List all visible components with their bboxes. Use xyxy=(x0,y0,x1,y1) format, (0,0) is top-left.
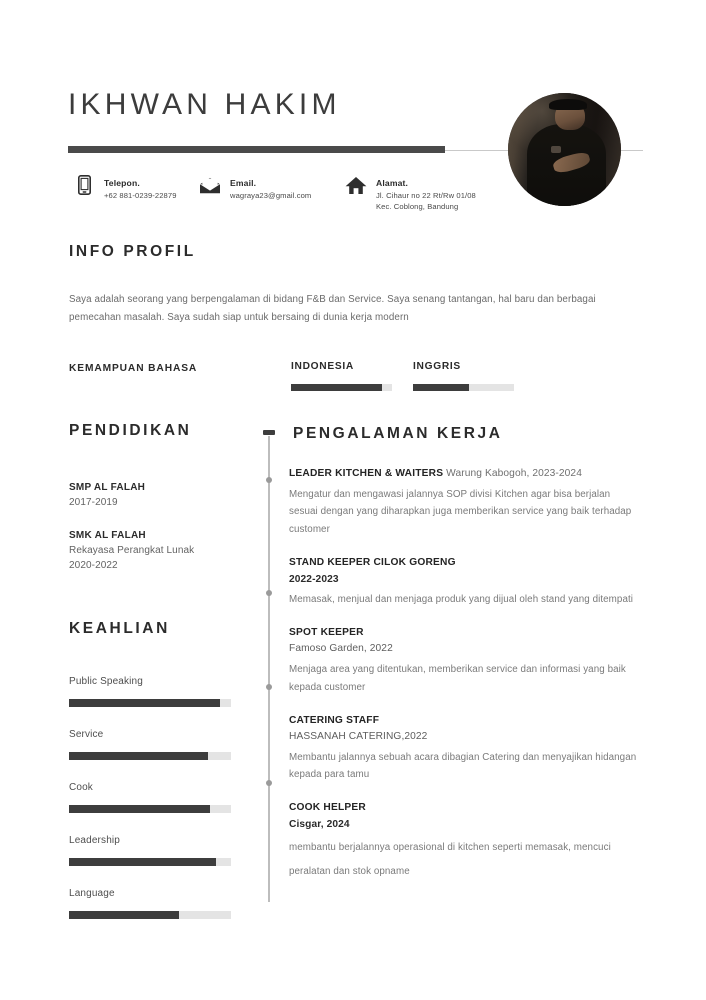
skill-progress-track xyxy=(69,805,231,813)
timeline-dot xyxy=(266,477,272,483)
experience-org: HASSANAH CATERING,2022 xyxy=(289,731,428,743)
skill-progress-track xyxy=(69,752,231,760)
experience-head xyxy=(289,466,637,483)
education-item xyxy=(69,480,241,511)
education-years: 2020-2022 xyxy=(69,560,118,571)
skill-item xyxy=(69,676,241,707)
skill-label: Leadership xyxy=(69,834,120,846)
experience-role: CATERING STAFF xyxy=(289,714,380,726)
experience-org: 2022-2023 xyxy=(289,573,339,585)
timeline-cap xyxy=(263,430,275,435)
contact-phone xyxy=(73,172,177,202)
education-list xyxy=(69,480,241,574)
avatar-shirt-logo xyxy=(551,146,561,153)
left-column xyxy=(69,422,241,941)
experience-description: Membantu jalannya sebuah acara dibagian Catering dan menyajikan hidangan kepada para tamu xyxy=(289,751,637,781)
skill-item xyxy=(69,782,241,813)
contact-address-line-2: Kec. Coblong, Bandung xyxy=(376,201,459,211)
skills-list xyxy=(69,676,241,919)
language-section xyxy=(69,361,629,396)
skill-item xyxy=(69,835,241,866)
skill-progress-track xyxy=(69,699,231,707)
language-progress-track xyxy=(413,384,514,391)
contact-phone-label: Telepon. xyxy=(104,178,140,188)
experience-item xyxy=(289,625,637,697)
experience-org: Cisgar, 2024 xyxy=(289,818,350,830)
contact-email-label: Email. xyxy=(230,178,257,188)
language-progress-fill xyxy=(291,384,382,391)
language-progress-track xyxy=(291,384,392,391)
skill-progress-fill xyxy=(69,858,216,866)
education-school: SMP AL FALAH xyxy=(69,482,146,493)
contact-address-label: Alamat. xyxy=(376,178,409,188)
language-item-inggris xyxy=(413,361,514,391)
skill-label: Public Speaking xyxy=(69,675,143,687)
experience-head xyxy=(289,800,637,817)
contact-email xyxy=(199,172,311,202)
skill-progress-track xyxy=(69,858,231,866)
envelope-icon xyxy=(199,172,221,198)
contact-phone-value: +62 881-0239-22879 xyxy=(104,191,177,200)
language-section-title: KEMAMPUAN BAHASA xyxy=(69,363,198,374)
experience-item xyxy=(289,555,637,609)
skill-progress-fill xyxy=(69,911,179,919)
experience-description: Mengatur dan mengawasi jalannya SOP divisi Kitchen agar bisa berjalan sesuai dengan yang diharapkan juga memberikan service yang baik terhadap customer xyxy=(289,488,632,536)
experience-head xyxy=(289,713,637,730)
language-item-indonesia xyxy=(291,361,392,391)
header-divider-thick xyxy=(68,146,445,153)
experience-list xyxy=(289,466,637,900)
education-school: SMK AL FALAH xyxy=(69,529,146,541)
experience-title: PENGALAMAN KERJA xyxy=(293,425,503,442)
skill-progress-fill xyxy=(69,699,220,707)
skill-progress-fill xyxy=(69,752,208,760)
experience-item xyxy=(289,466,637,539)
skill-label: Cook xyxy=(69,781,93,793)
contact-phone-text xyxy=(104,172,177,202)
info-profil-section xyxy=(69,243,629,327)
education-title: PENDIDIKAN xyxy=(69,422,192,439)
language-progress-fill xyxy=(413,384,469,391)
skill-label: Language xyxy=(69,887,115,899)
timeline-dot xyxy=(266,590,272,596)
info-profil-title: INFO PROFIL xyxy=(69,243,196,260)
contact-email-value[interactable]: wagraya23@gmail.com xyxy=(230,191,312,200)
experience-description: Menjaga area yang ditentukan, memberikan service dan informasi yang baik kepada customer xyxy=(289,663,626,693)
timeline-line xyxy=(268,436,270,902)
experience-role: SPOT KEEPER xyxy=(289,626,364,638)
skill-item xyxy=(69,888,241,919)
skills-title: KEAHLIAN xyxy=(69,619,170,637)
skill-label: Service xyxy=(69,728,104,740)
page-title: IKHWAN HAKIM xyxy=(68,88,341,121)
experience-org: Famoso Garden, 2022 xyxy=(289,643,393,655)
contact-email-text xyxy=(230,172,311,202)
timeline-dot xyxy=(266,780,272,786)
contact-address-text xyxy=(376,172,476,213)
contact-address xyxy=(345,172,476,213)
experience-role: LEADER KITCHEN & WAITERS xyxy=(289,468,444,479)
experience-org: Warung Kabogoh, 2023-2024 xyxy=(446,468,582,479)
experience-item xyxy=(289,713,637,785)
phone-icon xyxy=(73,172,95,198)
avatar-cap xyxy=(549,99,587,110)
language-label: INGGRIS xyxy=(413,361,461,372)
skill-progress-fill xyxy=(69,805,210,813)
contact-address-line-1: Jl. Cihaur no 22 Rt/Rw 01/08 xyxy=(376,191,476,200)
experience-description: membantu berjalannya operasional di kitchen seperti memasak, mencuci peralatan dan stok opname xyxy=(289,842,611,878)
experience-description: Memasak, menjual dan menjaga produk yang dijual oleh stand yang ditempati xyxy=(289,594,634,606)
skill-progress-track xyxy=(69,911,231,919)
timeline-dot xyxy=(266,684,272,690)
education-detail: 2017-2019 xyxy=(69,497,118,508)
education-item xyxy=(69,528,241,574)
home-icon xyxy=(345,172,367,198)
experience-head xyxy=(289,625,637,642)
experience-head xyxy=(289,555,637,572)
skill-item xyxy=(69,729,241,760)
language-label: INDONESIA xyxy=(291,361,354,372)
experience-role: STAND KEEPER CILOK GORENG xyxy=(289,557,456,568)
experience-role: COOK HELPER xyxy=(289,802,366,814)
contact-row xyxy=(68,172,643,214)
education-detail: Rekayasa Perangkat Lunak xyxy=(69,544,195,556)
info-profil-text: Saya adalah seorang yang berpengalaman di bidang F&B dan Service. Saya senang tantangan, hal baru dan berbagai pemecahan masalah. Saya sudah siap untuk bersaing di dunia kerja modern xyxy=(69,294,596,324)
experience-item xyxy=(289,800,637,884)
